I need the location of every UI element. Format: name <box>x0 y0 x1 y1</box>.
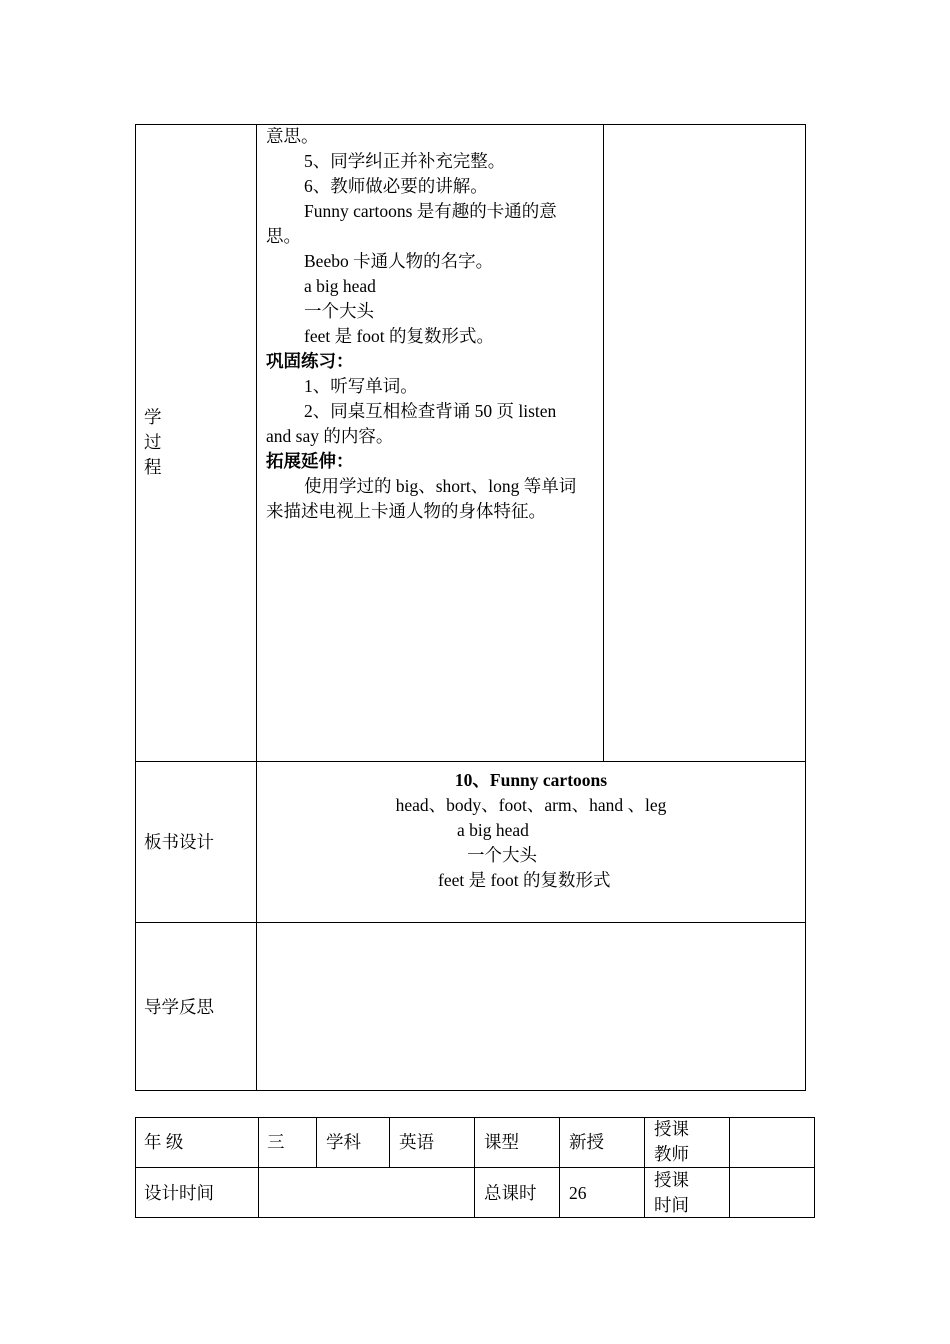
process-line: 6、教师做必要的讲解。 <box>304 176 488 196</box>
section-heading: 巩固练习： <box>266 351 354 371</box>
process-line: 1、听写单词。 <box>304 376 418 396</box>
info-table-border <box>644 1117 645 1218</box>
main-table-border <box>603 124 604 762</box>
main-table-border <box>135 124 806 125</box>
lesson-type-label: 课型 <box>484 1132 519 1152</box>
info-table-border <box>316 1117 317 1168</box>
info-table-border <box>814 1117 815 1218</box>
info-table-border <box>389 1117 390 1168</box>
teach-time-label: 时间 <box>654 1195 689 1215</box>
info-table-border <box>135 1117 815 1118</box>
teach-time-label: 授课 <box>654 1170 689 1190</box>
board-line: a big head <box>457 820 529 840</box>
grade-value: 三 <box>267 1132 285 1152</box>
info-table-border <box>729 1117 730 1218</box>
board-line: head、body、foot、arm、hand 、leg <box>395 795 667 815</box>
info-table-border <box>135 1117 136 1218</box>
process-line: and say 的内容。 <box>266 426 394 446</box>
process-line: 使用学过的 big、short、long 等单词 <box>304 476 577 496</box>
main-table-border <box>256 124 257 1091</box>
main-table-border <box>805 124 806 1091</box>
process-line: Funny cartoons 是有趣的卡通的意 <box>304 201 557 221</box>
main-table-border <box>135 124 136 1091</box>
subject-label: 学科 <box>326 1132 361 1152</box>
total-lessons-label: 总课时 <box>484 1183 537 1203</box>
process-line: 意思。 <box>266 126 319 146</box>
process-line: a big head <box>304 276 376 296</box>
process-label: 过 <box>144 432 162 452</box>
teacher-label: 教师 <box>654 1144 689 1164</box>
reflection-label: 导学反思 <box>144 997 214 1017</box>
main-table-border <box>135 922 806 923</box>
board-title: 10、Funny cartoons <box>454 770 608 790</box>
main-table-border <box>135 1090 806 1091</box>
design-time-label: 设计时间 <box>144 1183 214 1203</box>
process-label: 程 <box>144 457 162 477</box>
process-line: 5、同学纠正并补充完整。 <box>304 151 506 171</box>
process-label: 学 <box>144 407 162 427</box>
board-line: 一个大头 <box>467 845 537 865</box>
subject-value: 英语 <box>399 1132 434 1152</box>
process-line: 思。 <box>266 226 301 246</box>
lesson-type-value: 新授 <box>569 1132 604 1152</box>
process-line: 来描述电视上卡通人物的身体特征。 <box>266 501 546 521</box>
total-lessons-value: 26 <box>569 1183 587 1203</box>
board-label: 板书设计 <box>144 832 214 852</box>
main-table-border <box>135 761 806 762</box>
section-heading: 拓展延伸： <box>266 451 354 471</box>
teacher-label: 授课 <box>654 1119 689 1139</box>
board-line: feet 是 foot 的复数形式 <box>438 870 611 890</box>
process-line: feet 是 foot 的复数形式。 <box>304 326 495 346</box>
process-line: 一个大头 <box>304 301 374 321</box>
info-table-border <box>135 1167 815 1168</box>
info-table-border <box>135 1217 815 1218</box>
info-table-border <box>559 1117 560 1218</box>
process-line: 2、同桌互相检查背诵 50 页 listen <box>304 401 557 421</box>
grade-label: 年 级 <box>144 1132 184 1152</box>
info-table-border <box>474 1117 475 1218</box>
info-table-border <box>258 1117 259 1218</box>
process-line: Beebo 卡通人物的名字。 <box>304 251 494 271</box>
